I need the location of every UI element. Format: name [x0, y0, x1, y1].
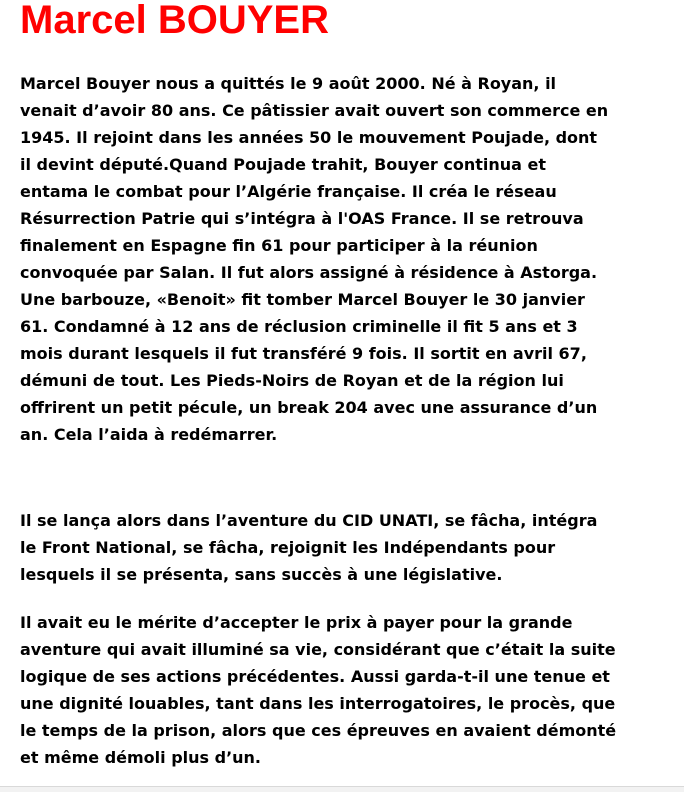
text-line: et même démoli plus d’un. [20, 748, 262, 767]
text-line: il devint député.Quand Poujade trahit, Bouyer continua et [20, 155, 547, 174]
text-line: le temps de la prison, alors que ces épreuves en avaient démonté [20, 721, 617, 740]
text-line: le Front National, se fâcha, rejoignit les Indépendants pour [20, 538, 556, 557]
text-line: Marcel Bouyer nous a quittés le 9 août 2000. Né à Royan, il [20, 74, 557, 93]
text-line: logique de ses actions précédentes. Aussi garda-t-il une tenue et [20, 667, 610, 686]
text-line: Une barbouze, «Benoit» fit tomber Marcel Bouyer le 30 janvier [20, 290, 585, 309]
text-line: une dignité louables, tant dans les interrogatoires, le procès, que [20, 694, 616, 713]
text-line: Il se lança alors dans l’aventure du CID UNATI, se fâcha, intégra [20, 511, 598, 530]
text-line: offrirent un petit pécule, un break 204 avec une assurance d’un [20, 398, 598, 417]
text-line: convoquée par Salan. Il fut alors assigné à résidence à Astorga. [20, 263, 598, 282]
paragraph-biography [20, 70, 608, 448]
text-line: Résurrection Patrie qui s’intégra à l'OAS France. Il se retrouva [20, 209, 584, 228]
text-line: aventure qui avait illuminé sa vie, considérant que c’était la suite [20, 640, 616, 659]
paragraph-tribute [20, 609, 616, 771]
text-line: démuni de tout. Les Pieds-Noirs de Royan et de la région lui [20, 371, 564, 390]
bottom-divider [0, 786, 684, 792]
text-line: 1945. Il rejoint dans les années 50 le mouvement Poujade, dont [20, 128, 598, 147]
text-line: entama le combat pour l’Algérie française. Il créa le réseau [20, 182, 557, 201]
text-line: finalement en Espagne fin 61 pour participer à la réunion [20, 236, 538, 255]
text-line: mois durant lesquels il fut transféré 9 fois. Il sortit en avril 67, [20, 344, 587, 363]
text-line: an. Cela l’aida à redémarrer. [20, 425, 278, 444]
text-line: 61. Condamné à 12 ans de réclusion criminelle il fit 5 ans et 3 [20, 317, 578, 336]
text-line: venait d’avoir 80 ans. Ce pâtissier avait ouvert son commerce en [20, 101, 609, 120]
paragraph-politics [20, 507, 597, 588]
text-line: lesquels il se présenta, sans succès à une législative. [20, 565, 503, 584]
page-title: Marcel BOUYER [20, 0, 329, 42]
text-line: Il avait eu le mérite d’accepter le prix à payer pour la grande [20, 613, 573, 632]
